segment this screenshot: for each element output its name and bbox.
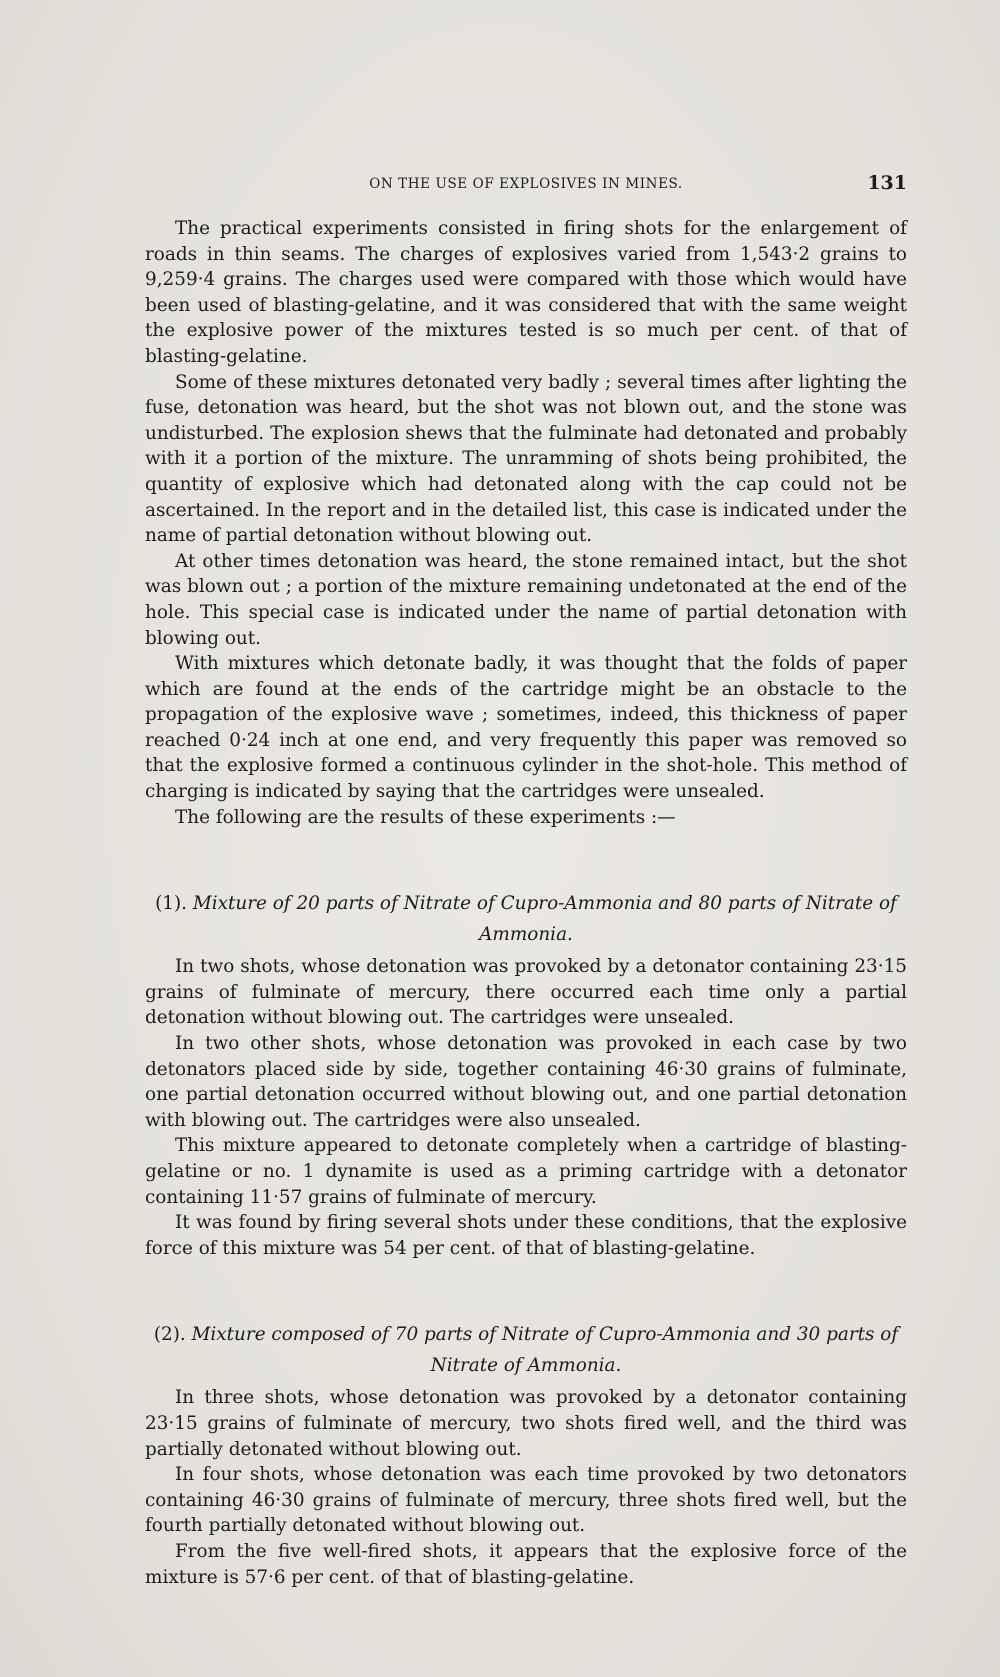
paragraph: In two shots, whose detonation was provoked by a detonator containing 23·15 grains of fulminate of mercury, there occurred each time only a partial detonation without blowing out. The cartridges were unsealed. — [145, 956, 907, 1029]
running-header — [145, 172, 907, 196]
section-heading-2 — [145, 1319, 907, 1381]
section-heading-1 — [145, 888, 907, 950]
body-text — [145, 216, 907, 1590]
paragraph: In three shots, whose detonation was provoked by a detonator containing 23·15 grains of fulminate of mercury, two shots fired well, and the third was partially detonated without blowing out. — [145, 1387, 907, 1460]
paragraph: This mixture appeared to detonate completely when a cartridge of blasting-gelatine or no. 1 dynamite is used as a priming cartridge with a detonator containing 11·57 grains of fulminate of mercury. — [145, 1135, 907, 1208]
paragraph: The following are the results of these experiments :— — [175, 806, 676, 828]
paragraph: From the five well-fired shots, it appears that the explosive force of the mixture is 57·6 per cent. of that of blasting-gelatine. — [145, 1540, 907, 1588]
section-title: Mixture composed of 70 parts of Nitrate of Cupro-Ammonia and 30 parts of Nitrate of Ammonia. — [191, 1324, 899, 1377]
page-number: 131 — [867, 172, 907, 194]
paragraph: The practical experiments consisted in firing shots for the enlargement of roads in thin seams. The charges of explosives varied from 1,543·2 grains to 9,259·4 grains. The charges used were compared with those which would have been used of blasting-gelatine, and it was considered that with the same weight the explosive power of the mixtures tested is so much per cent. of that of blasting-gelatine. — [145, 218, 907, 367]
paragraph: It was found by firing several shots under these conditions, that the explosive force of this mixture was 54 per cent. of that of blasting-gelatine. — [145, 1212, 907, 1259]
paragraph: In four shots, whose detonation was each time provoked by two detonators containing 46·30 grains of fulminate of mercury, three shots fired well, but the fourth partially detonated without blowing out. — [145, 1464, 907, 1537]
section-number: (2). — [153, 1324, 186, 1346]
paragraph: With mixtures which detonate badly, it was thought that the folds of paper which are found at the ends of the cartridge might be an obstacle to the propagation of the explosive wave ; sometimes, indeed, this thickness of paper reached 0·24 inch at one end, and very frequently this paper was removed so that the explosive formed a continuous cylinder in the shot-hole. This method of charging is indicated by saying that the cartridges were unsealed. — [145, 653, 907, 803]
paragraph: In two other shots, whose detonation was provoked in each case by two detonators placed side by side, together containing 46·30 grains of fulminate, one partial detonation occurred without blowing out, and one partial detonation with blowing out. The cartridges were also unsealed. — [145, 1033, 907, 1131]
section-title: Mixture of 20 parts of Nitrate of Cupro-Ammonia and 80 parts of Nitrate of Ammonia. — [192, 893, 897, 946]
running-title: ON THE USE OF EXPLOSIVES IN MINES. — [369, 176, 683, 192]
section-number: (1). — [155, 893, 188, 915]
paragraph: At other times detonation was heard, the stone remained intact, but the shot was blown out ; a portion of the mixture remaining undetonated at the end of the hole. This special case is indicated under the name of partial detonation with blowing out. — [145, 550, 907, 649]
paragraph: Some of these mixtures detonated very badly ; several times after lighting the fuse, detonation was heard, but the shot was not blown out, and the stone was undisturbed. The explosion shews that the fulminate had detonated and probably with it a portion of the mixture. The unramming of shots being prohibited, the quantity of explosive which had detonated along with the cap could not be ascertained. In the report and in the detailed list, this case is indicated under the name of partial detonation without blowing out. — [145, 371, 907, 547]
